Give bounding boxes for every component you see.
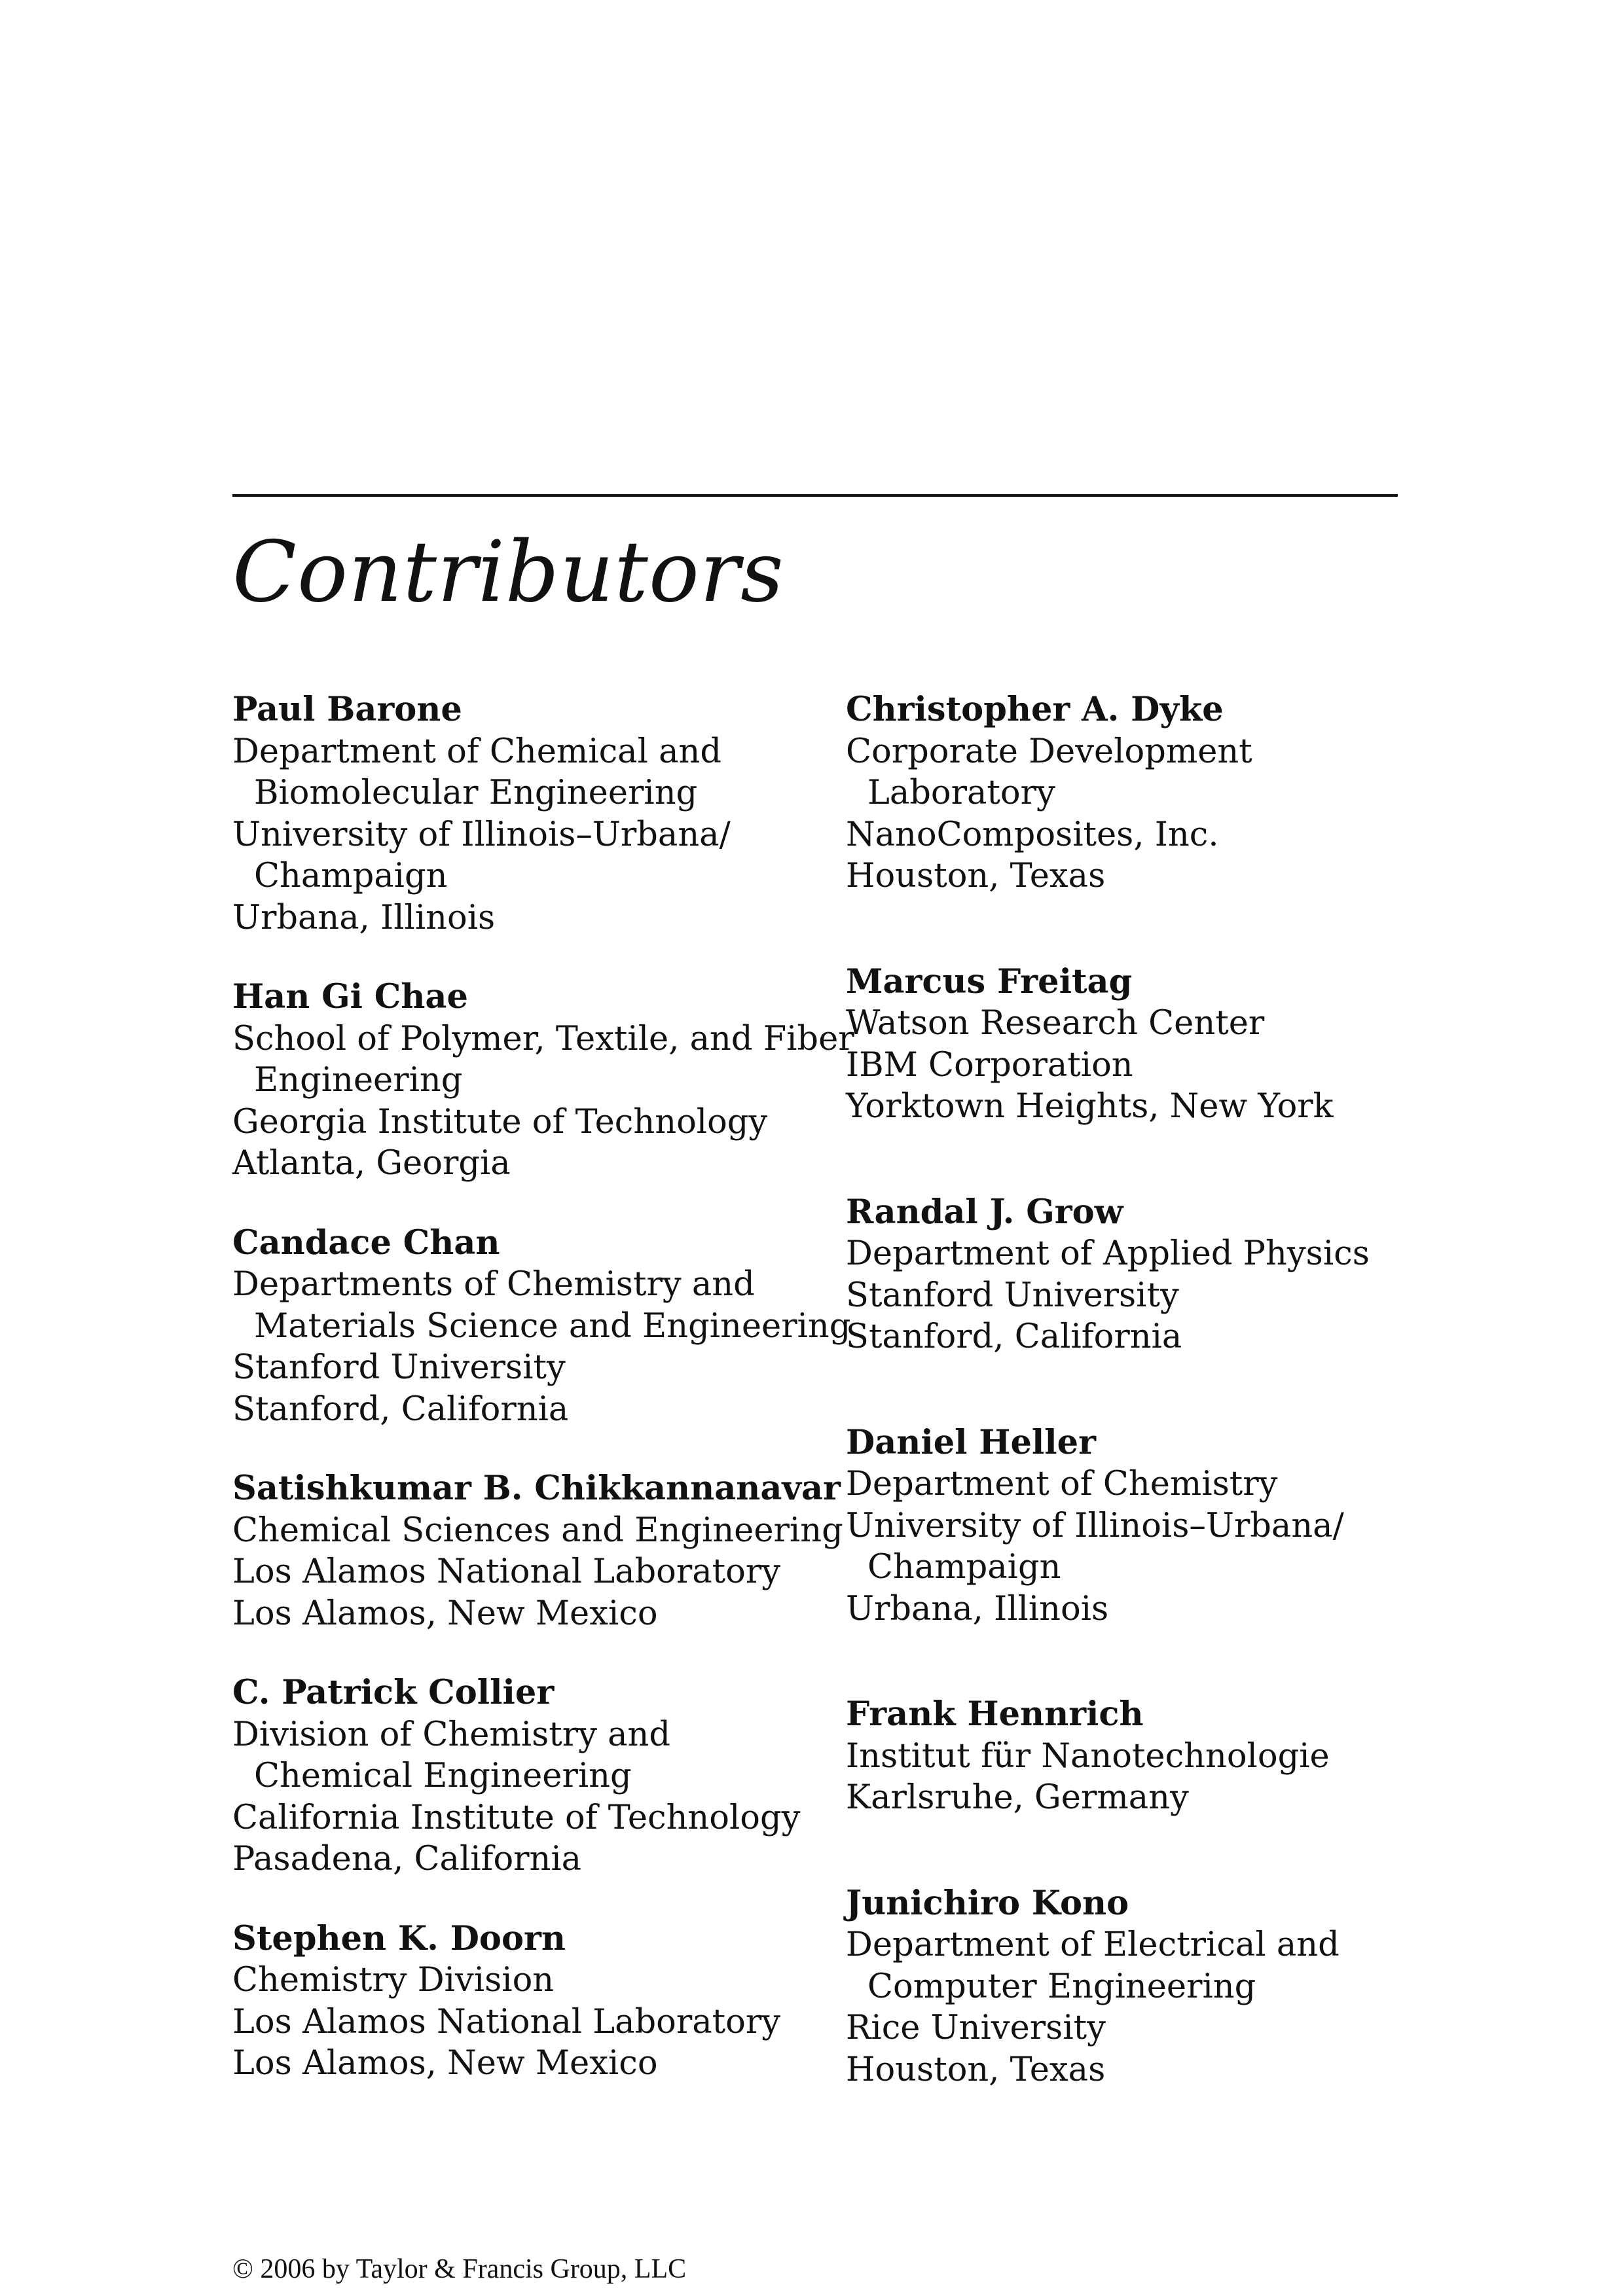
contributor-affiliation-line: Urbana, Illinois — [232, 898, 496, 937]
contributor-name: C. Patrick Collier — [232, 1673, 555, 1712]
contributor-affiliation-line: University of Illinois–Urbana/ — [846, 1506, 1344, 1545]
title-rule — [232, 494, 1398, 497]
contributor-name: Stephen K. Doorn — [232, 1918, 566, 1958]
contributor-affiliation-line: Chemical Sciences and Engineering — [232, 1511, 843, 1550]
contributor-affiliation-line: Engineering — [254, 1061, 463, 1100]
contributor-affiliation-line: Chemistry Division — [232, 1961, 555, 2000]
contributor-affiliation-line: Department of Applied Physics — [846, 1234, 1370, 1273]
contributor-entry — [846, 689, 1435, 897]
contributor-affiliation-line: School of Polymer, Textile, and Fiber — [232, 1019, 854, 1058]
contributor-affiliation-line: Los Alamos, New Mexico — [232, 1594, 658, 1633]
contributor-entry — [846, 1883, 1435, 2091]
contributor-affiliation-line: Houston, Texas — [846, 857, 1106, 895]
contributor-name: Frank Hennrich — [846, 1695, 1144, 1734]
contributor-affiliation-line: Computer Engineering — [867, 1967, 1256, 2006]
contributor-affiliation-line: Rice University — [846, 2009, 1106, 2047]
contributor-entry — [232, 689, 822, 939]
contributor-entry — [232, 1468, 843, 1634]
contributor-entry — [846, 1422, 1435, 1630]
contributor-affiliation-line: Los Alamos, New Mexico — [232, 2044, 658, 2083]
contributor-affiliation-line: Biomolecular Engineering — [254, 774, 698, 812]
contributor-affiliation-line: Stanford University — [232, 1348, 566, 1387]
contributor-affiliation-line: Stanford, California — [232, 1390, 569, 1429]
contributors-right-column — [846, 689, 1435, 2090]
contributor-entry — [846, 1694, 1435, 1819]
copyright-footer: © 2006 by Taylor & Francis Group, LLC — [232, 2254, 687, 2284]
contributor-entry — [846, 961, 1435, 1128]
contributor-name: Han Gi Chae — [232, 977, 468, 1016]
contributor-entry — [232, 1672, 822, 1880]
contributor-affiliation-line: Los Alamos National Laboratory — [232, 2002, 781, 2041]
contributor-affiliation-line: Urbana, Illinois — [846, 1589, 1109, 1628]
contributor-entry — [232, 1918, 822, 2085]
contributor-name: Daniel Heller — [846, 1422, 1097, 1462]
contributor-affiliation-line: Departments of Chemistry and — [232, 1265, 755, 1304]
contributor-affiliation-line: Stanford, California — [846, 1318, 1182, 1356]
contributor-affiliation-line: Chemical Engineering — [254, 1757, 632, 1795]
contributor-affiliation-line: Laboratory — [867, 774, 1055, 812]
contributor-affiliation-line: Corporate Development — [846, 732, 1252, 771]
contributor-affiliation-line: Division of Chemistry and — [232, 1715, 671, 1754]
contributor-entry — [846, 1192, 1435, 1358]
contributor-affiliation-line: Houston, Texas — [846, 2050, 1106, 2089]
contributor-name: Marcus Freitag — [846, 961, 1133, 1001]
contributor-affiliation-line: IBM Corporation — [846, 1045, 1133, 1085]
contributor-entry — [232, 977, 854, 1185]
contributor-affiliation-line: California Institute of Technology — [232, 1798, 801, 1837]
contributor-affiliation-line: Pasadena, California — [232, 1840, 582, 1878]
contributor-affiliation-line: Materials Science and Engineering — [254, 1306, 851, 1346]
contributor-affiliation-line: Watson Research Center — [846, 1004, 1265, 1043]
contributor-entry — [232, 1223, 851, 1431]
contributor-name: Candace Chan — [232, 1223, 500, 1263]
contributor-affiliation-line: Georgia Institute of Technology — [232, 1102, 768, 1141]
contributor-affiliation-line: University of Illinois–Urbana/ — [232, 815, 731, 854]
page-title: Contributors — [232, 524, 784, 621]
contributor-affiliation-line: Los Alamos National Laboratory — [232, 1552, 781, 1591]
contributor-affiliation-line: Department of Electrical and — [846, 1926, 1340, 1964]
contributor-name: Junichiro Kono — [846, 1883, 1129, 1923]
contributor-affiliation-line: Karlsruhe, Germany — [846, 1778, 1189, 1817]
contributor-name: Paul Barone — [232, 690, 462, 729]
contributor-affiliation-line: Atlanta, Georgia — [232, 1144, 511, 1183]
contributor-affiliation-line: Department of Chemical and — [232, 732, 721, 771]
contributor-affiliation-line: Yorktown Heights, New York — [846, 1087, 1334, 1126]
contributors-left-column — [232, 689, 854, 2085]
contributor-name: Christopher A. Dyke — [846, 690, 1224, 729]
contributor-affiliation-line: Department of Chemistry — [846, 1465, 1278, 1503]
contributor-name: Satishkumar B. Chikkannanavar — [232, 1469, 841, 1508]
contributor-affiliation-line: Champaign — [254, 857, 448, 895]
contributor-affiliation-line: Champaign — [867, 1548, 1061, 1587]
contributor-affiliation-line: Institut für Nanotechnologie — [846, 1736, 1330, 1776]
contributor-name: Randal J. Grow — [846, 1192, 1123, 1232]
contributor-affiliation-line: NanoComposites, Inc. — [846, 815, 1219, 854]
contributor-affiliation-line: Stanford University — [846, 1276, 1179, 1315]
